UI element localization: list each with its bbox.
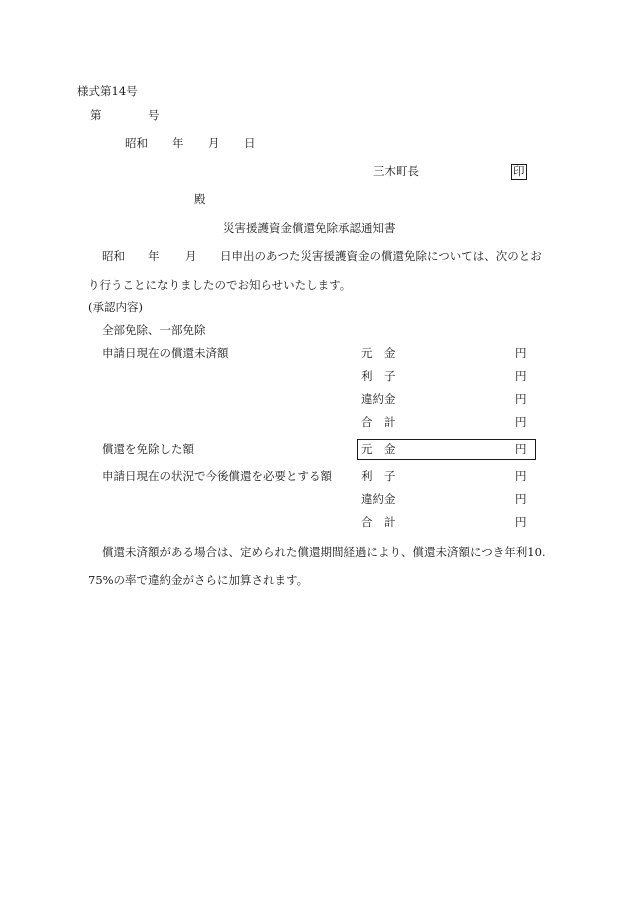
- body-line2: り行うことになりましたのでお知らせいたします。: [88, 278, 352, 292]
- row-remaining-total: 合 計: [361, 515, 396, 529]
- doc-number-suffix: 号: [148, 108, 160, 122]
- row-total-unit: 円: [515, 415, 527, 429]
- date-day: 日: [244, 136, 256, 150]
- row-total: 合 計: [361, 415, 396, 429]
- row-principal: 元 金: [361, 346, 396, 360]
- body-line1-rest: 日申出のあつた災害援護資金の償還免除については、次のとお: [220, 249, 542, 263]
- row-exempted-principal-unit: 円: [515, 442, 527, 456]
- doc-number-prefix: 第: [90, 108, 102, 122]
- body-era: 昭和: [102, 249, 125, 263]
- row-penalty: 違約金: [361, 392, 396, 406]
- row-remaining-interest: 利 子: [361, 469, 396, 483]
- form-number: 様式第14号: [77, 84, 138, 98]
- row-remaining-penalty: 違約金: [361, 492, 396, 506]
- addressee-suffix: 殿: [194, 192, 206, 206]
- exemption-type: 全部免除、一部免除: [102, 323, 206, 337]
- note-line1: 償還未済額がある場合は、定められた償還期間経過により、償還未済額につき年利10.: [102, 545, 546, 559]
- document-title: 災害援護資金償還免除承認通知書: [223, 221, 396, 235]
- section-exempted-label: 償還を免除した額: [102, 442, 194, 456]
- row-interest-unit: 円: [515, 369, 527, 383]
- date-month: 月: [208, 136, 220, 150]
- section-outstanding-label: 申請日現在の償還未済額: [102, 346, 229, 360]
- approval-heading: (承認内容): [88, 300, 143, 314]
- row-remaining-penalty-unit: 円: [515, 492, 527, 506]
- body-year: 年: [148, 249, 160, 263]
- note-line2: 75%の率で違約金がさらに加算されます。: [88, 573, 309, 587]
- body-month: 月: [185, 249, 197, 263]
- row-remaining-interest-unit: 円: [515, 469, 527, 483]
- date-year: 年: [172, 136, 184, 150]
- row-exempted-principal: 元 金: [361, 442, 396, 456]
- seal-mark: 印: [513, 164, 525, 178]
- date-era: 昭和: [125, 136, 148, 150]
- row-interest: 利 子: [361, 369, 396, 383]
- section-remaining-label: 申請日現在の状況で今後償還を必要とする額: [102, 469, 332, 483]
- row-penalty-unit: 円: [515, 392, 527, 406]
- row-remaining-total-unit: 円: [515, 515, 527, 529]
- issuer-name: 三木町長: [373, 164, 419, 178]
- row-principal-unit: 円: [515, 346, 527, 360]
